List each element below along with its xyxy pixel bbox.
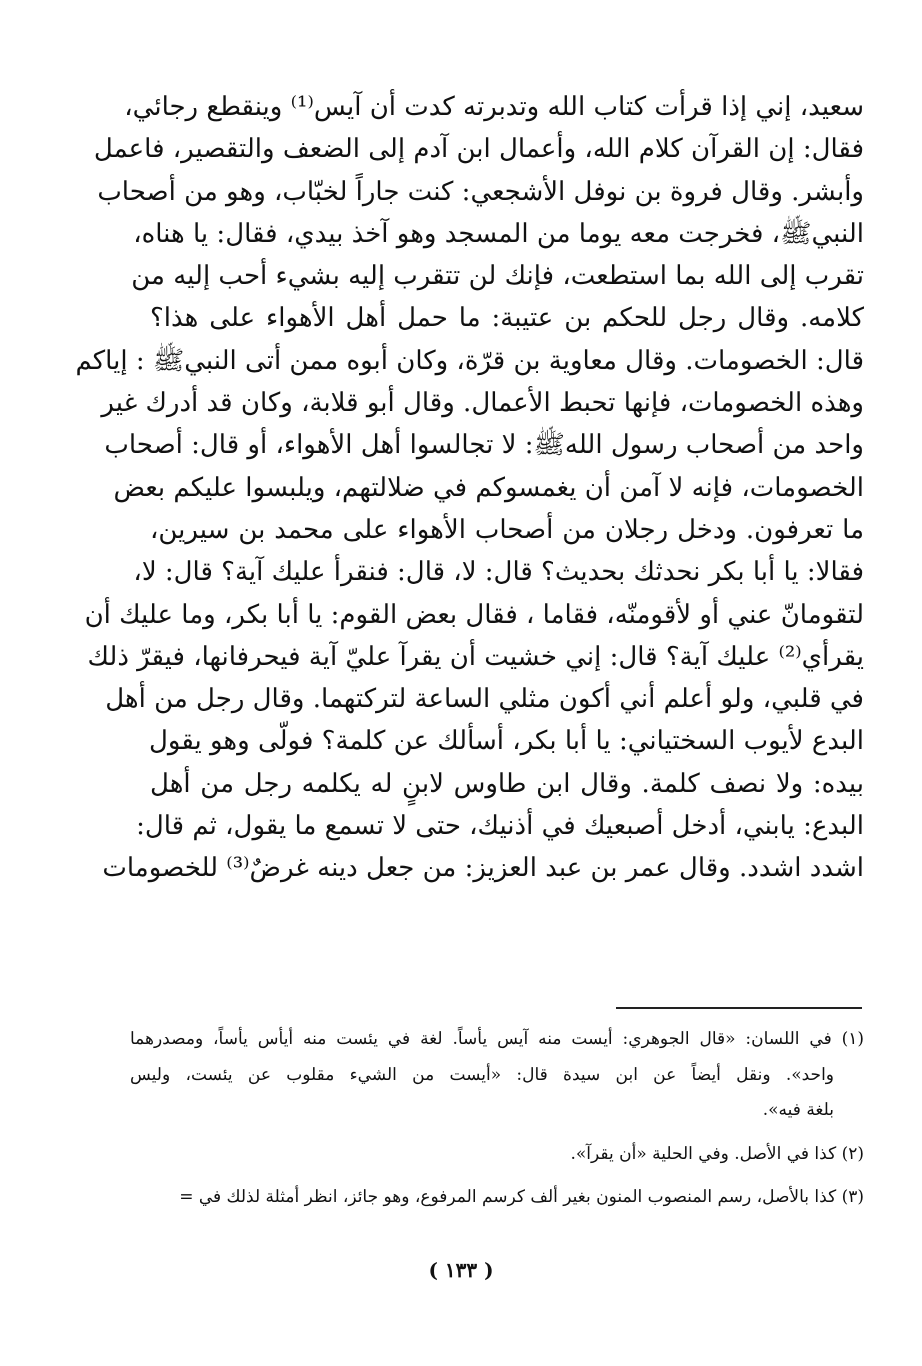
text-line: وأبشر. وقال فروة بن نوفل الأشجعي: كنت جاراً لخبّاب، وهو من أصحاب [97,176,864,207]
text-line: تقرب إلى الله بما استطعت، فإنك لن تتقرب إليه بشيء أحب إليه من [131,261,864,292]
text-line: ما تعرفون. ودخل رجلان من أصحاب الأهواء على محمد بن سيرين، [150,514,864,545]
text-line: البدع لأيوب السختياني: يا أبا بكر، أسألك عن كلمة؟ فولّى وهو يقول [149,726,864,757]
text-line: اشدد اشدد. وقال عمر بن عبد العزيز: من جعل دينه غرضٌ⁽³⁾ للخصومات [102,853,864,884]
text-line: الخصومات، فإنه لا آمن أن يغمسوكم في ضلالتهم، ويلبسوا عليكم بعض [113,472,864,503]
footnote-1-line-2: واحد». ونقل أيضاً عن ابن سيدة قال: «أيست من الشيء مقلوب عن يئست، وليس [130,1064,835,1085]
text-line: فقالا: يا أبا بكر نحدثك بحديث؟ قال: لا، قال: فنقرأ عليك آية؟ قال: لا، [133,557,864,588]
text-line: لتقومانّ عني أو لأقومنّه، فقاما ، فقال بعض القوم: يا أبا بكر، وما عليك أن [84,599,864,630]
text-line: في قلبي، ولو أعلم أني أكون مثلي الساعة لتركتهما. وقال رجل من أهل [105,684,864,715]
text-line: وهذه الخصومات، فإنها تحبط الأعمال. وقال أبو قلابة، وكان قد أدرك غير [101,388,864,419]
text-line: بيده: ولا نصف كلمة. وقال ابن طاوس لابنٍ له يكلمه رجل من أهل [150,768,864,799]
text-line: كلامه. وقال رجل للحكم بن عتيبة: ما حمل أهل الأهواء على هذا؟ [150,303,864,334]
footnote-1-line-3: بلغة فيه». [762,1100,834,1120]
footnote-3: (٣) كذا بالأصل، رسم المنصوب المنون بغير ألف كرسم المرفوع، وهو جائز، انظر أمثلة لذلك في = [179,1187,864,1207]
main-text [75,86,864,890]
text-line: يقرأي⁽²⁾ عليك آية؟ قال: إني خشيت أن يقرآ عليّ آية فيحرفانها، فيقرّ ذلك [87,641,864,672]
text-line: واحد من أصحاب رسول اللهﷺ: لا تجالسوا أهل الأهواء، أو قال: أصحاب [104,430,864,461]
footnote-2: (٢) كذا في الأصل. وفي الحلية «أن يقرآ». [570,1143,864,1164]
text-line: قال: الخصومات. وقال معاوية بن قرّة، وكان أبوه ممن أتى النبيﷺ : إياكم [75,345,864,376]
text-line: النبيﷺ، فخرجت معه يوما من المسجد وهو آخذ بيدي، فقال: يا هناه، [133,218,864,249]
text-line: سعيد، إني إذا قرأت كتاب الله وتدبرته كدت أن آيس⁽¹⁾ وينقطع رجائي، [124,92,864,122]
footnotes [130,1022,864,1216]
footnote-1-line-1: (١) في اللسان: «قال الجوهري: أيست منه آيس يأساً. لغة في يئست منه أيأس يأساً، ومصدرهما [130,1029,864,1049]
text-line: فقال: إن القرآن كلام الله، وأعمال ابن آدم إلى الضعف والتقصير، فاعمل [93,134,864,165]
page-number: ( ١٣٣ ) [428,1258,494,1282]
text-line: البدع: يابني، أدخل أصبعيك في أذنيك، حتى لا تسمع ما يقول، ثم قال: [136,811,864,842]
footnote-divider [616,1007,862,1009]
